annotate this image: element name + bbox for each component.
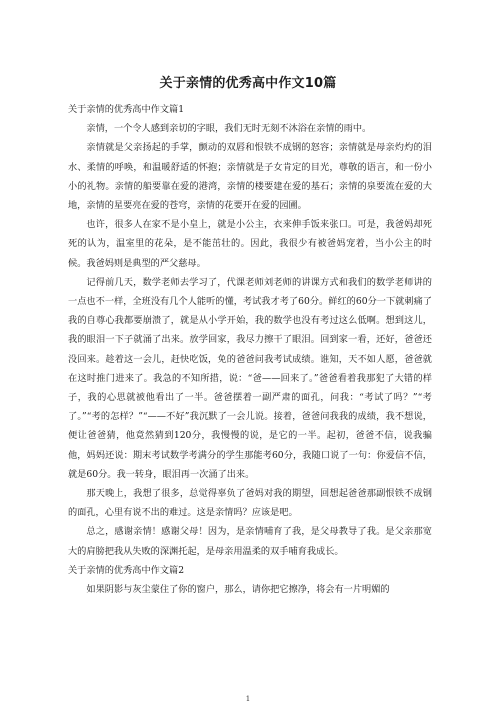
document-body xyxy=(68,100,432,599)
page-number: 1 xyxy=(245,695,251,703)
paragraph: 亲情就是父亲扬起的手掌，颤动的双唇和恨铁不成钢的怒容；亲情就是母亲灼灼的泪水、柔情的呼唤，和温暖舒适的怀抱；亲情就是子女肯定的目光，尊敬的语言，和一份小小的礼物。亲情的船要靠在爱的港湾，亲情的楼要建在爱的基石；亲情的泉要流在爱的大地，亲情的星要亮在爱的苍穹，亲情的花要开在爱的园圃。 xyxy=(68,142,432,212)
paragraph: 如果阴影与灰尘蒙住了你的窗户，那么，请你把它擦净，将会有一片明媚的 xyxy=(86,584,390,596)
paragraph: 亲情，一个令人感到亲切的字眼，我们无时无刻不沐浴在亲情的雨中。 xyxy=(86,123,372,135)
document-title: 关于亲情的优秀高中作文10篇 xyxy=(159,76,337,91)
paragraph: 总之，感谢亲情！感谢父母！因为，是亲情哺育了我，是父母教导了我。是父亲那宽大的肩膀把我从失败的深渊托起，是母亲用温柔的双手哺育我成长。 xyxy=(68,526,432,557)
paragraph: 那天晚上，我想了很多，总觉得辜负了爸妈对我的期望，回想起爸爸那副恨铁不成钢的面孔，心里有说不出的难过。这是亲情吗？应该是吧。 xyxy=(68,488,432,519)
section-heading-1: 关于亲情的优秀高中作文篇1 xyxy=(68,104,185,115)
paragraph: 记得前几天，数学老师去学习了，代课老师刘老师的讲课方式和我们的数学老师讲的一点也不一样，全班没有几个人能听的懂，考试我才考了60分。鲜红的60分一下就刺痛了我的自尊心我都要崩溃了，就是从小学开始，我的数学也没有考过这么低啊。想到这儿，我的眼泪一下子就涌了出来。放学回家，我尽力擦干了眼泪。回到家一看，还好，爸爸还没回来。趁着这一会儿，赶快吃饭，免的爸爸问我考试成绩。谁知，天不如人愿，爸爸就在这时推门进来了。我急的不知所措，说：“爸——回来了。”爸爸看着我那犯了大错的样子，我的心思就被他看出了一半。爸爸摆着一副严肃的面孔，问我：“考试了吗？”“考了。”“考的怎样？”“——不好”我沉默了一会儿说。接着，爸爸问我我的成绩，我不想说，便让爸爸猜，他竟然猜到120分，我慢慢的说，是它的一半。起初，爸爸不信，说我骗他，妈妈还说：期末考试数学考满分的学生那能考60分，我随口说了一句：你爱信不信，就是60分。我一转身，眼泪再一次涌了出来。 xyxy=(68,276,432,480)
section-heading-2: 关于亲情的优秀高中作文篇2 xyxy=(68,564,185,576)
paragraph: 也许，很多人在家不是小皇上，就是小公主，衣来伸手饭来张口。可是，我爸妈却死死的认为，温室里的花朵，是不能茁壮的。因此，我很少有被爸妈宠着，当小公主的时候。我爸妈则是典型的严父慈母。 xyxy=(68,219,432,269)
